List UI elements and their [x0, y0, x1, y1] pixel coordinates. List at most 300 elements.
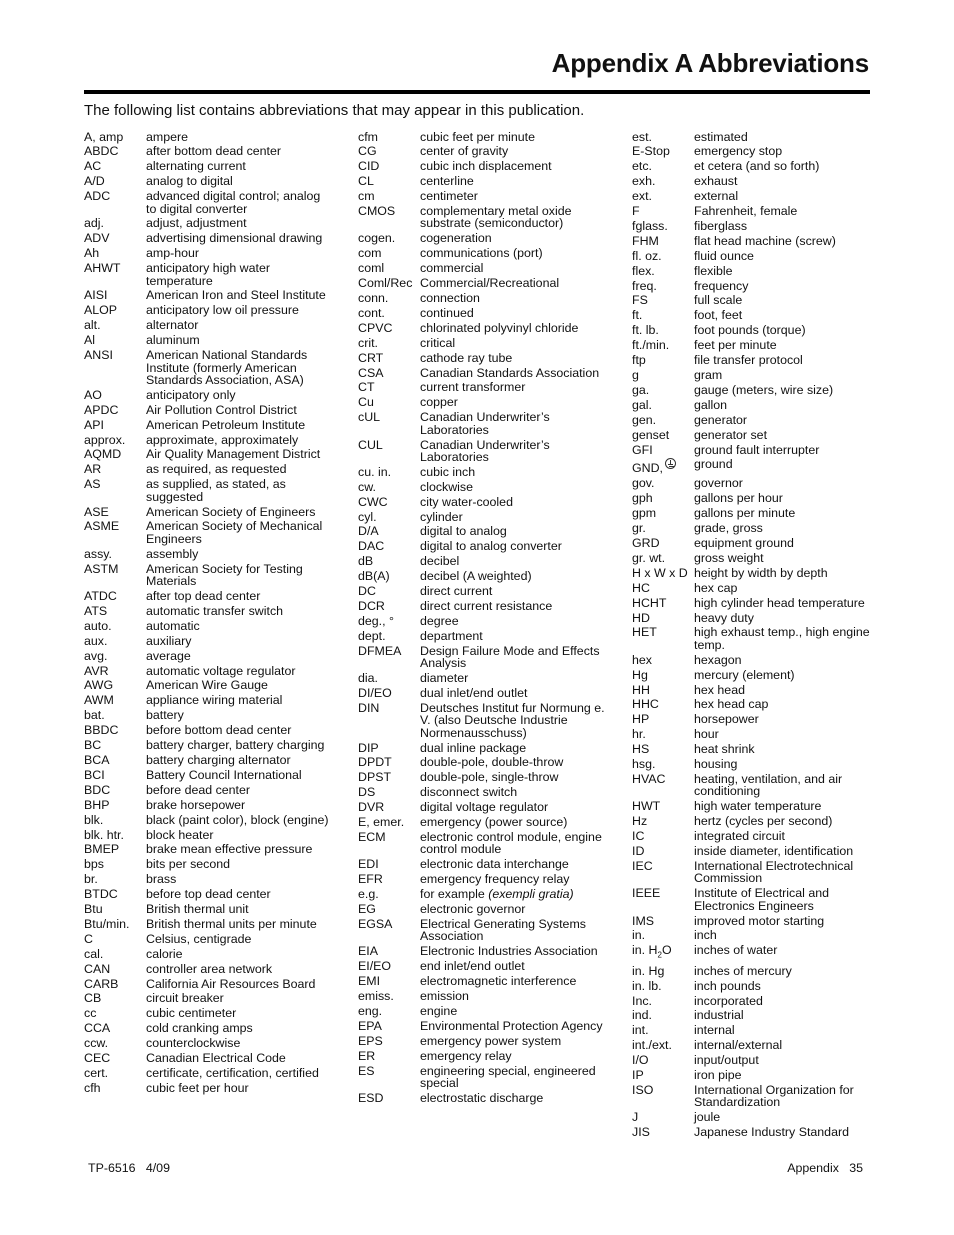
abbreviation-entry: [632, 399, 872, 411]
abbreviation-definition: [146, 289, 334, 301]
abbreviation-term: [84, 145, 146, 157]
abbreviation-term-text: GFI: [632, 442, 653, 457]
abbreviation-definition-text: engineering special, engineered special: [420, 1063, 596, 1090]
abbreviation-term: [632, 773, 694, 798]
abbreviation-term-text: ER: [358, 1048, 376, 1063]
abbreviation-column-1: [84, 128, 334, 1094]
abbreviation-definition-text: direct current: [420, 584, 493, 599]
abbreviation-definition-text: block heater: [146, 827, 214, 842]
abbreviation-term: [84, 232, 146, 244]
ground-symbol-icon: [665, 458, 676, 469]
abbreviation-term: [632, 612, 694, 624]
abbreviation-definition-text: gross weight: [694, 550, 764, 565]
abbreviation-definition: [420, 277, 610, 289]
abbreviation-definition-text: hertz (cycles per second): [694, 814, 833, 829]
abbreviation-term: [358, 1050, 420, 1062]
abbreviation-term-text: HVAC: [632, 771, 666, 786]
abbreviation-definition: [694, 235, 872, 247]
abbreviation-term: [84, 933, 146, 945]
abbreviation-entry: [358, 801, 610, 813]
abbreviation-entry: [358, 466, 610, 478]
abbreviation-definition-text: city water-cooled: [420, 494, 513, 509]
abbreviation-definition: [420, 702, 610, 739]
abbreviation-entry: [84, 448, 334, 460]
abbreviation-definition: [694, 280, 872, 292]
abbreviation-definition-text: brass: [146, 872, 177, 887]
abbreviation-definition-text: cubic centimeter: [146, 1006, 237, 1021]
abbreviation-term-text: EDI: [358, 857, 379, 872]
abbreviation-definition-text: before dead center: [146, 782, 251, 797]
abbreviation-definition-text: Air Quality Management District: [146, 447, 321, 462]
abbreviation-term: [358, 918, 420, 943]
abbreviation-term: [84, 799, 146, 811]
abbreviation-entry: [632, 458, 872, 474]
abbreviation-term-text: ADV: [84, 231, 110, 246]
abbreviation-term-text: Btu: [84, 902, 103, 917]
abbreviation-entry: [358, 630, 610, 642]
abbreviation-term-text: AHWT: [84, 261, 121, 276]
abbreviation-term-text: ga.: [632, 382, 650, 397]
abbreviation-entry: [358, 585, 610, 597]
abbreviation-term: [84, 858, 146, 870]
abbreviation-definition-text: gallons per hour: [694, 491, 783, 506]
abbreviation-definition: [420, 262, 610, 274]
abbreviation-term: [632, 815, 694, 827]
abbreviation-definition: [694, 131, 872, 143]
abbreviation-entry: [358, 831, 610, 856]
abbreviation-term-text: ATDC: [84, 589, 117, 603]
abbreviation-entry: [84, 918, 334, 930]
abbreviation-term: [632, 265, 694, 277]
abbreviation-term: [84, 620, 146, 632]
abbreviation-definition-text: advertising dimensional drawing: [146, 231, 323, 246]
abbreviation-entry: [632, 845, 872, 857]
abbreviation-definition-text: Environmental Protection Agency: [420, 1018, 603, 1033]
abbreviation-entry: [84, 1022, 334, 1034]
abbreviation-entry: [358, 381, 610, 393]
abbreviation-term: [84, 635, 146, 647]
abbreviation-definition: [694, 743, 872, 755]
abbreviation-entry: [84, 978, 334, 990]
abbreviation-term: [632, 537, 694, 549]
abbreviation-entry: [632, 915, 872, 927]
abbreviation-term-text: BTDC: [84, 887, 118, 902]
abbreviation-entry: [358, 232, 610, 244]
abbreviation-entry: [358, 1005, 610, 1017]
abbreviation-definition: [420, 1092, 610, 1104]
abbreviation-definition: [694, 995, 872, 1007]
abbreviation-entry: [632, 773, 872, 798]
abbreviation-term: [358, 381, 420, 393]
abbreviation-entry: [84, 694, 334, 706]
abbreviation-definition: [694, 929, 872, 941]
abbreviation-entry: [632, 444, 872, 456]
abbreviation-entry: [358, 262, 610, 274]
abbreviation-term: [358, 205, 420, 230]
abbreviation-entry: [84, 319, 334, 331]
abbreviation-term: [84, 463, 146, 475]
abbreviation-definition: [694, 1069, 872, 1081]
abbreviation-term: [632, 995, 694, 1007]
abbreviation-term: [358, 858, 420, 870]
abbreviation-term: [632, 1009, 694, 1021]
abbreviation-term: [358, 888, 420, 900]
abbreviation-entry: [84, 1052, 334, 1064]
abbreviation-definition: [694, 1084, 872, 1109]
abbreviation-definition-text: Deutsches Institut fur Normung e. V. (also Deutsche Industrie Normenausschuss): [420, 700, 605, 740]
abbreviation-term-text: deg., °: [358, 613, 394, 628]
abbreviation-entry: [358, 496, 610, 508]
abbreviation-term-text: exh.: [632, 174, 656, 189]
abbreviation-term-text: com: [358, 246, 382, 261]
abbreviation-definition-text: inch pounds: [694, 978, 761, 993]
abbreviation-definition: [694, 250, 872, 262]
abbreviation-term-text: DFMEA: [358, 643, 402, 658]
abbreviation-definition-text: counterclockwise: [146, 1036, 241, 1051]
abbreviation-term-text: DCR: [358, 599, 385, 613]
abbreviation-definition: [420, 888, 610, 900]
abbreviation-definition-text: emission: [420, 988, 469, 1003]
abbreviation-term: [84, 590, 146, 602]
abbreviation-definition: [420, 381, 610, 393]
abbreviation-definition-text: American Society for Testing Materials: [146, 561, 303, 589]
abbreviation-term-text: Ah: [84, 246, 100, 261]
abbreviation-term-text: cw.: [358, 479, 376, 494]
abbreviation-term: [358, 292, 420, 304]
abbreviation-term: [358, 307, 420, 319]
abbreviation-entry: [84, 190, 334, 215]
abbreviation-term-text: HET: [632, 625, 657, 640]
abbreviation-definition: [694, 190, 872, 202]
abbreviation-entry: [84, 769, 334, 781]
abbreviation-definition: [146, 131, 334, 143]
abbreviation-definition: [694, 220, 872, 232]
abbreviation-definition-text: critical: [420, 335, 456, 350]
abbreviation-entry: [632, 669, 872, 681]
abbreviation-term: [84, 918, 146, 930]
abbreviation-definition-text: cubic inch displacement: [420, 159, 552, 174]
abbreviation-entry: [358, 190, 610, 202]
abbreviation-definition: [420, 145, 610, 157]
abbreviation-definition-text: file transfer protocol: [694, 353, 803, 368]
abbreviation-definition: [420, 247, 610, 259]
abbreviation-definition: [420, 858, 610, 870]
abbreviation-definition-text: centimeter: [420, 189, 478, 204]
abbreviation-definition-text: ground: [694, 457, 733, 472]
abbreviation-term: [84, 1067, 146, 1079]
abbreviation-term-text: cc: [84, 1006, 97, 1021]
abbreviation-definition: [146, 620, 334, 632]
abbreviation-definition-text: flexible: [694, 263, 733, 278]
abbreviation-term-text: IP: [632, 1068, 644, 1083]
abbreviation-term-text: BDC: [84, 782, 111, 797]
abbreviation-definition: [146, 1067, 334, 1079]
abbreviation-definition-text: heat shrink: [694, 742, 755, 757]
abbreviation-definition-text: brake horsepower: [146, 797, 246, 812]
abbreviation-definition-text: engine: [420, 1003, 458, 1018]
abbreviation-term-text: DI/EO: [358, 685, 392, 700]
abbreviation-term: [84, 814, 146, 826]
abbreviation-definition-text: automatic transfer switch: [146, 603, 284, 618]
abbreviation-definition: [694, 414, 872, 426]
abbreviation-term: [358, 600, 420, 612]
abbreviation-definition-text: integrated circuit: [694, 829, 785, 844]
abbreviation-entry: [358, 131, 610, 143]
abbreviation-definition-text: gallons per minute: [694, 506, 796, 521]
abbreviation-term: [84, 160, 146, 172]
abbreviation-entry: [632, 582, 872, 594]
abbreviation-definition: [420, 975, 610, 987]
abbreviation-term: [632, 800, 694, 812]
abbreviation-term-text: AISI: [84, 288, 108, 303]
abbreviation-entry: [84, 289, 334, 301]
abbreviation-term-text: CWC: [358, 494, 388, 509]
abbreviation-definition: [146, 858, 334, 870]
abbreviation-definition: [420, 831, 610, 856]
abbreviation-definition-text: American Society of Engineers: [146, 504, 316, 519]
abbreviation-term: [358, 525, 420, 537]
abbreviation-term-text: cfh: [84, 1080, 101, 1095]
abbreviation-term: [84, 829, 146, 841]
abbreviation-definition: [420, 511, 610, 523]
abbreviation-definition: [146, 933, 334, 945]
abbreviation-term: [632, 1126, 694, 1138]
abbreviation-definition: [420, 600, 610, 612]
abbreviation-term-text: FS: [632, 293, 648, 308]
abbreviation-definition: [146, 590, 334, 602]
abbreviation-term-text: DPDT: [358, 755, 392, 770]
abbreviation-term: [84, 548, 146, 560]
abbreviation-definition: [420, 873, 610, 885]
abbreviation-term: [632, 384, 694, 396]
abbreviation-term-text: dept.: [358, 628, 386, 643]
abbreviation-definition-text: American Petroleum Institute: [146, 417, 306, 432]
abbreviation-term: [84, 349, 146, 386]
abbreviation-entry: [632, 929, 872, 941]
abbreviation-entry: [632, 552, 872, 564]
abbreviation-definition-text: emergency power system: [420, 1033, 562, 1048]
abbreviation-entry: [358, 702, 610, 739]
abbreviation-term-text: H x W x D: [632, 565, 688, 580]
abbreviation-entry: [84, 520, 334, 545]
abbreviation-definition-text: alternator: [146, 318, 199, 333]
abbreviation-term-text: blk.: [84, 812, 104, 827]
abbreviation-entry: [358, 888, 610, 900]
abbreviation-term-text: DVR: [358, 800, 385, 815]
abbreviation-definition-text: Fahrenheit, female: [694, 204, 798, 219]
abbreviation-definition-text: emergency frequency relay: [420, 872, 570, 887]
abbreviation-definition: [146, 389, 334, 401]
abbreviation-definition: [420, 672, 610, 684]
abbreviation-entry: [632, 860, 872, 885]
abbreviation-term: [84, 724, 146, 736]
abbreviation-definition-text: black (paint color), block (engine): [146, 812, 329, 827]
abbreviation-term: [358, 771, 420, 783]
abbreviation-definition: [420, 496, 610, 508]
abbreviation-term: [84, 1037, 146, 1049]
abbreviation-definition: [146, 145, 334, 157]
abbreviation-definition: [420, 742, 610, 754]
abbreviation-definition: [146, 903, 334, 915]
abbreviation-definition: [694, 522, 872, 534]
abbreviation-term-text: AO: [84, 387, 102, 402]
abbreviation-definition: [694, 477, 872, 489]
abbreviation-term: [84, 478, 146, 503]
abbreviation-term-text: hsg.: [632, 757, 656, 772]
abbreviation-definition: [420, 756, 610, 768]
abbreviation-term: [358, 511, 420, 523]
abbreviation-definition-text: advanced digital control; analog to digital converter: [146, 189, 321, 216]
abbreviation-term: [632, 552, 694, 564]
abbreviation-term-text: ASE: [84, 504, 109, 519]
abbreviation-definition: [146, 769, 334, 781]
abbreviation-definition: [694, 175, 872, 187]
abbreviation-term-text: Al: [84, 333, 96, 348]
abbreviation-definition: [420, 525, 610, 537]
abbreviation-definition-text: incorporated: [694, 993, 763, 1008]
abbreviation-term-text: CRT: [358, 350, 384, 365]
abbreviation-entry: [632, 1039, 872, 1051]
abbreviation-definition-text: generator: [694, 412, 748, 427]
abbreviation-definition: [146, 1052, 334, 1064]
abbreviation-term-text: BHP: [84, 797, 110, 812]
abbreviation-definition-text: battery charging alternator: [146, 752, 291, 767]
abbreviation-term: [84, 419, 146, 431]
abbreviation-definition: [146, 349, 334, 386]
abbreviation-term-text: CUL: [358, 437, 383, 452]
abbreviation-definition-text: dual inline package: [420, 740, 527, 755]
abbreviation-definition-text: industrial: [694, 1008, 744, 1023]
abbreviation-term-text: EMI: [358, 974, 381, 989]
abbreviation-term-text: fglass.: [632, 218, 668, 233]
abbreviation-term: [632, 944, 694, 962]
abbreviation-column-2: [358, 128, 610, 1104]
abbreviation-entry: [358, 873, 610, 885]
abbreviation-definition-text: alternating current: [146, 159, 246, 174]
abbreviation-definition-text: analog to digital: [146, 174, 233, 189]
abbreviation-entry: [84, 635, 334, 647]
abbreviation-definition-text: adjust, adjustment: [146, 216, 247, 231]
abbreviation-definition-text: anticipatory high water temperature: [146, 261, 270, 288]
abbreviation-definition: [146, 319, 334, 331]
abbreviation-definition: [694, 384, 872, 396]
abbreviation-definition-text: Air Pollution Control District: [146, 402, 297, 417]
abbreviation-definition-text: anticipatory only: [146, 387, 236, 402]
abbreviation-term-text: Cu: [358, 395, 374, 410]
abbreviation-entry: [358, 570, 610, 582]
abbreviation-definition-text: inside diameter, identification: [694, 844, 854, 858]
abbreviation-entry: [632, 597, 872, 609]
abbreviation-term: [632, 684, 694, 696]
abbreviation-entry: [632, 626, 872, 651]
abbreviation-term: [632, 1054, 694, 1066]
abbreviation-definition: [146, 1082, 334, 1094]
abbreviation-entry: [84, 404, 334, 416]
abbreviation-definition-text: cathode ray tube: [420, 350, 513, 365]
abbreviation-term: [632, 597, 694, 609]
abbreviation-term: [632, 582, 694, 594]
abbreviation-definition-text: improved motor starting: [694, 913, 825, 928]
abbreviation-term-text: CB: [84, 991, 102, 1006]
abbreviation-term-text: gr. wt.: [632, 550, 666, 565]
abbreviation-term-text: gal.: [632, 397, 652, 412]
abbreviation-entry: [632, 537, 872, 549]
abbreviation-term-text: Hg: [632, 667, 648, 682]
abbreviation-definition-text: decibel (A weighted): [420, 569, 532, 584]
abbreviation-term: [358, 466, 420, 478]
abbreviation-term: [358, 322, 420, 334]
abbreviation-entry: [632, 477, 872, 489]
abbreviation-definition-text: centerline: [420, 174, 474, 189]
abbreviation-term: [84, 605, 146, 617]
abbreviation-term-text: e.g.: [358, 887, 379, 902]
abbreviation-term: [84, 978, 146, 990]
abbreviation-term-text: CID: [358, 159, 380, 174]
abbreviation-term: [632, 250, 694, 262]
abbreviation-definition-text: electrostatic discharge: [420, 1090, 544, 1105]
abbreviation-term: [358, 175, 420, 187]
abbreviation-term: [358, 1005, 420, 1017]
abbreviation-entry: [632, 280, 872, 292]
abbreviation-definition-text: Electronic Industries Association: [420, 944, 598, 959]
abbreviation-definition-text: disconnect switch: [420, 785, 518, 800]
abbreviation-term: [632, 980, 694, 992]
abbreviation-definition: [694, 773, 872, 798]
abbreviation-entry: [632, 1009, 872, 1021]
abbreviation-term: [632, 1039, 694, 1051]
abbreviation-term: [84, 434, 146, 446]
abbreviation-definition: [420, 801, 610, 813]
abbreviation-definition-text: foot, feet: [694, 308, 743, 323]
abbreviation-entry: [84, 217, 334, 229]
abbreviation-definition: [146, 463, 334, 475]
abbreviation-entry: [358, 292, 610, 304]
abbreviation-definition-text: for example: [420, 887, 485, 902]
abbreviation-entry: [632, 698, 872, 710]
abbreviation-term: [84, 992, 146, 1004]
abbreviation-term-text: approx.: [84, 432, 126, 447]
abbreviation-entry: [84, 948, 334, 960]
abbreviation-term-text: hex: [632, 652, 652, 667]
abbreviation-term: [632, 354, 694, 366]
abbreviation-definition: [420, 292, 610, 304]
abbreviation-term: [84, 888, 146, 900]
abbreviation-entry: [358, 352, 610, 364]
abbreviation-definition: [694, 324, 872, 336]
abbreviation-term-text: IC: [632, 829, 645, 844]
abbreviation-entry: [632, 414, 872, 426]
abbreviation-definition-text: Design Failure Mode and Effects Analysis: [420, 643, 600, 671]
abbreviation-term: [358, 702, 420, 739]
abbreviation-definition: [420, 396, 610, 408]
abbreviation-definition: [146, 1007, 334, 1019]
abbreviation-term: [84, 389, 146, 401]
abbreviation-definition-text: as supplied, as stated, as suggested: [146, 477, 286, 504]
abbreviation-entry: [358, 742, 610, 754]
abbreviation-term-suffix: O: [661, 943, 672, 958]
abbreviation-definition: [694, 567, 872, 579]
abbreviation-term-text: dB(A): [358, 569, 390, 584]
abbreviation-definition: [146, 232, 334, 244]
abbreviation-definition: [694, 309, 872, 321]
abbreviation-term-text: bps: [84, 857, 104, 872]
abbreviation-definition: [420, 960, 610, 972]
abbreviation-term-text: CAN: [84, 961, 111, 976]
abbreviation-term: [632, 654, 694, 666]
abbreviation-term: [632, 294, 694, 306]
abbreviation-definition: [146, 1022, 334, 1034]
abbreviation-definition-text: certificate, certification, certified: [146, 1066, 319, 1080]
